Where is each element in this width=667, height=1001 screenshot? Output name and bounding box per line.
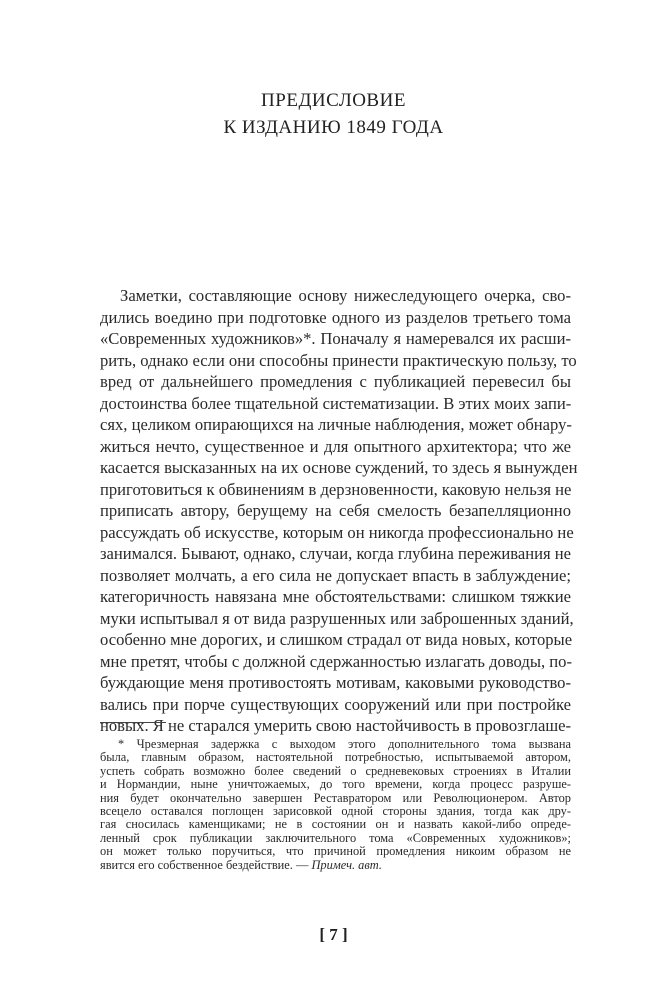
footnote-line bbox=[100, 832, 571, 845]
body-line: рить, однако если они способны принести практическую пользу, то bbox=[100, 350, 577, 370]
footnote-line bbox=[100, 738, 571, 751]
body-text bbox=[100, 285, 578, 737]
footnote-line-text: и Нормандии, ныне уничтожаемых, до того времени, когда процесс разруше- bbox=[100, 777, 571, 792]
footnote-line bbox=[100, 859, 571, 872]
body-line: рассуждать об искусстве, которым он никогда профессионально не bbox=[100, 522, 574, 542]
body-line: буждающие меня противостоять мотивам, каковыми руководство- bbox=[100, 673, 571, 692]
body-line: «Современных художников»*. Поначалу я намеревался их расши- bbox=[100, 329, 571, 348]
body-line: муки испытывал я от вида разрушенных или заброшенных зданий, bbox=[100, 608, 574, 628]
footnote-line bbox=[100, 751, 571, 764]
footnote-line-text: * Чрезмерная задержка с выходом этого дополнительного тома вызвана bbox=[118, 737, 571, 751]
page-number: [ 7 ] bbox=[319, 925, 348, 944]
footnote-line-text: всецело оставался поглощен зарисовкой одной стороны здания, тогда как дру- bbox=[100, 803, 571, 818]
body-line: мне претят, чтобы с должной сдержанностью излагать доводы, по- bbox=[100, 651, 572, 671]
body-line: приписать автору, берущему на себя смелость безапелляционно bbox=[100, 501, 571, 520]
chapter-title-line2: К ИЗДАНИЮ 1849 ГОДА bbox=[223, 117, 444, 138]
body-line: Заметки, составляющие основу нижеследующего очерка, сво- bbox=[120, 286, 571, 305]
footnote-line bbox=[100, 805, 571, 818]
body-line: особенно мне дорогих, и слишком страдал от вида новых, которые bbox=[100, 630, 573, 649]
body-line: позволяет молчать, а его сила не допускает впасть в заблуждение; bbox=[100, 565, 571, 585]
footnote-line bbox=[100, 778, 571, 791]
footnote-line-text: ленный срок публикации заключительного тома «Современных художников»; bbox=[100, 830, 571, 845]
body-line: касается высказанных на их основе суждений, то здесь я вынужден bbox=[100, 458, 578, 477]
body-line: дились воедино при подготовке одного из разделов третьего тома bbox=[100, 307, 571, 327]
footnote-line-text: была, главным образом, настоятельной потребностью, испытываемой автором, bbox=[100, 750, 571, 765]
footnote-line-text: он может только поручиться, что причиной промедления никоим образом не bbox=[100, 844, 571, 859]
body-line: вред от дальнейшего промедления с публикацией перевесил бы bbox=[100, 372, 571, 391]
footnote-line bbox=[100, 792, 571, 805]
body-line: категоричность навязана мне обстоятельствами: слишком тяжкие bbox=[100, 587, 571, 606]
footnote-line-text: ния будет окончательно завершен Реставратором или Революционером. Автор bbox=[100, 790, 571, 805]
body-line: занимался. Бывают, однако, случаи, когда глубина переживания не bbox=[100, 544, 571, 563]
footnote-divider bbox=[100, 722, 166, 723]
body-line: житься нечто, существенное и для опытного архитектора; что же bbox=[100, 436, 571, 456]
footnote-line-text: явится его собственное бездействие. — bbox=[100, 857, 312, 872]
body-line: новых. Я не старался умерить свою настойчивость в провозглаше- bbox=[100, 716, 571, 735]
footnote bbox=[100, 738, 571, 872]
body-line: сях, целиком опирающихся на личные наблюдения, может обнару- bbox=[100, 415, 572, 434]
body-line: вались при порче существующих сооружений или при постройке bbox=[100, 694, 571, 714]
footnote-attribution: Примеч. авт. bbox=[311, 857, 382, 872]
chapter-title-line1: ПРЕДИСЛОВИЕ bbox=[261, 90, 406, 111]
footnote-line bbox=[100, 845, 571, 858]
footnote-line bbox=[100, 818, 571, 831]
footnote-line bbox=[100, 765, 571, 778]
footnote-line-text: успеть собрать возможно более сведений о средневековых строениях в Италии bbox=[100, 763, 571, 778]
footnote-line-text: гая сносилась каменщиками; не в состоянии он и назвать какой-либо опреде- bbox=[100, 817, 571, 832]
body-line: приготовиться к обвинениям в дерзновенности, каковую нельзя не bbox=[100, 479, 572, 499]
body-line: достоинства более тщательной систематизации. В этих моих запи- bbox=[100, 393, 572, 413]
